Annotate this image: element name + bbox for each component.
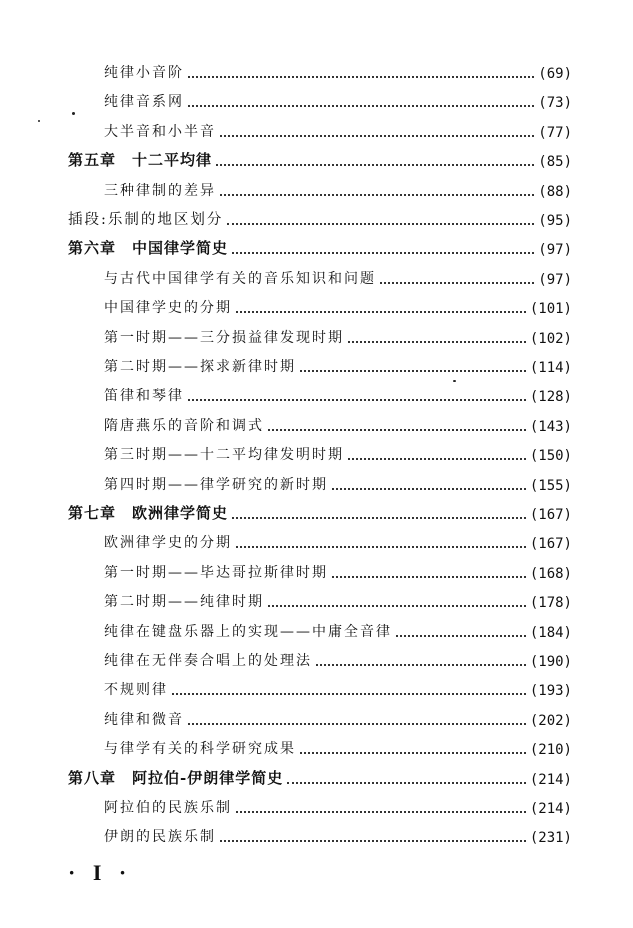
page-number-ref: (97)	[538, 271, 572, 288]
page-number-ref: (85)	[538, 154, 572, 171]
toc-entry[interactable]	[104, 558, 572, 582]
entry-title: 笛律和琴律	[104, 388, 184, 405]
page-number-ref: (184)	[529, 624, 572, 641]
toc-entry[interactable]	[104, 176, 572, 200]
toc-entry[interactable]	[104, 793, 572, 817]
page-number-ref: (95)	[538, 213, 572, 229]
entry-title: 伊朗的民族乐制	[104, 829, 216, 846]
entry-title: 第一时期——三分损益律发现时期	[104, 329, 344, 346]
entry-title: 纯律音系网	[104, 94, 184, 111]
chapter-title: 第六章 中国律学简史	[68, 239, 229, 258]
page-number-ref: (77)	[538, 124, 572, 141]
toc-entry[interactable]	[104, 822, 572, 846]
toc-chapter-entry[interactable]	[68, 499, 572, 523]
entry-title: 与律学有关的科学研究成果	[104, 741, 296, 758]
entry-title: 纯律小音阶	[104, 65, 184, 81]
dot-leader	[396, 635, 526, 637]
page-number-ref: (231)	[529, 830, 572, 847]
dot-leader	[220, 194, 534, 196]
page-number: · I ·	[68, 860, 133, 885]
toc-chapter-entry[interactable]	[68, 764, 572, 788]
page-number-ref: (193)	[529, 683, 572, 700]
entry-title: 第一时期——毕达哥拉斯律时期	[104, 564, 328, 581]
dot-leader	[227, 223, 534, 225]
dot-leader	[348, 341, 526, 343]
toc-entry[interactable]	[104, 381, 572, 405]
page-number-ref: (202)	[529, 712, 572, 729]
toc-chapter-entry[interactable]	[68, 234, 572, 258]
dot-leader	[332, 576, 526, 578]
page-number-ref: (73)	[538, 95, 572, 112]
dot-leader	[188, 399, 526, 401]
entry-title: 纯律在无伴奏合唱上的处理法	[104, 653, 312, 669]
dot-leader	[300, 370, 526, 372]
scan-speck	[453, 380, 456, 382]
dot-leader	[220, 840, 526, 842]
toc-entry[interactable]	[104, 411, 572, 435]
toc-entry[interactable]	[104, 87, 572, 111]
entry-title: 纯律在键盘乐器上的实现——中庸全音律	[104, 623, 392, 640]
toc-entry[interactable]	[104, 705, 572, 729]
page-number-ref: (101)	[529, 301, 572, 318]
toc-entry[interactable]	[104, 734, 572, 758]
chapter-title: 第五章 十二平均律	[68, 151, 213, 170]
dot-leader	[316, 664, 526, 666]
page-number-ref: (167)	[529, 507, 572, 523]
dot-leader	[380, 282, 534, 284]
dot-leader	[236, 546, 526, 548]
entry-title: 与古代中国律学有关的音乐知识和问题	[104, 270, 376, 287]
entry-title: 三种律制的差异	[104, 182, 216, 199]
dot-leader	[188, 105, 534, 107]
entry-title: 第四时期——律学研究的新时期	[104, 476, 328, 493]
toc-entry[interactable]	[68, 205, 572, 229]
page-number-ref: (150)	[529, 448, 572, 465]
page-number-ref: (88)	[538, 183, 572, 200]
dot-leader	[232, 252, 534, 254]
dot-leader	[236, 811, 526, 813]
toc-chapter-entry[interactable]	[68, 146, 572, 170]
toc-entry[interactable]	[104, 117, 572, 141]
chapter-title: 第七章 欧洲律学简史	[68, 504, 229, 522]
page-number-ref: (97)	[538, 242, 572, 259]
chapter-title: 第八章 阿拉伯-伊朗律学简史	[68, 768, 284, 787]
entry-title: 纯律和微音	[104, 711, 184, 728]
dot-leader	[300, 752, 526, 754]
entry-title: 第二时期——纯律时期	[104, 594, 264, 611]
dot-leader	[188, 76, 534, 78]
dot-leader	[287, 782, 526, 784]
page-number-ref: (190)	[529, 654, 572, 670]
page-number-ref: (155)	[529, 477, 572, 494]
dot-leader	[268, 605, 526, 607]
dot-leader	[332, 488, 526, 490]
toc-entry[interactable]	[104, 264, 572, 288]
page-number-ref: (128)	[529, 389, 572, 406]
dot-leader	[172, 693, 526, 695]
scan-speck	[38, 120, 40, 122]
toc-entry[interactable]	[104, 617, 572, 641]
dot-leader	[216, 164, 534, 166]
entry-title: 插段:乐制的地区划分	[68, 212, 224, 228]
toc-entry[interactable]	[104, 646, 572, 670]
toc-entry[interactable]	[104, 440, 572, 464]
toc-entry[interactable]	[104, 352, 572, 376]
scan-speck	[72, 112, 75, 115]
toc-entry[interactable]	[104, 470, 572, 494]
toc-entry[interactable]	[104, 675, 572, 699]
entry-title: 第三时期——十二平均律发明时期	[104, 447, 344, 464]
entry-title: 第二时期——探求新律时期	[104, 359, 296, 375]
toc-entry[interactable]	[104, 587, 572, 611]
page-number-ref: (102)	[529, 330, 572, 347]
toc-entry[interactable]	[104, 58, 572, 82]
entry-title: 隋唐燕乐的音阶和调式	[104, 417, 264, 434]
entry-title: 中国律学史的分期	[104, 300, 232, 317]
page-number-ref: (168)	[529, 565, 572, 582]
dot-leader	[236, 311, 526, 313]
dot-leader	[220, 135, 534, 137]
toc-entry[interactable]	[104, 528, 572, 552]
entry-title: 大半音和小半音	[104, 123, 216, 140]
page-number-ref: (114)	[529, 360, 572, 376]
page-number-ref: (167)	[529, 536, 572, 553]
dot-leader	[348, 458, 526, 460]
dot-leader	[188, 723, 526, 725]
page-number-ref: (69)	[538, 66, 572, 82]
toc-entry[interactable]	[104, 323, 572, 347]
entry-title: 欧洲律学史的分期	[104, 535, 232, 552]
dot-leader	[232, 517, 526, 519]
page-number-ref: (178)	[529, 595, 572, 612]
page-number-ref: (210)	[529, 742, 572, 759]
page-number-ref: (214)	[529, 771, 572, 788]
toc-entry[interactable]	[104, 293, 572, 317]
dot-leader	[268, 429, 526, 431]
page-number-ref: (214)	[529, 801, 572, 817]
page-number-ref: (143)	[529, 418, 572, 435]
entry-title: 不规则律	[104, 682, 168, 699]
entry-title: 阿拉伯的民族乐制	[104, 800, 232, 816]
